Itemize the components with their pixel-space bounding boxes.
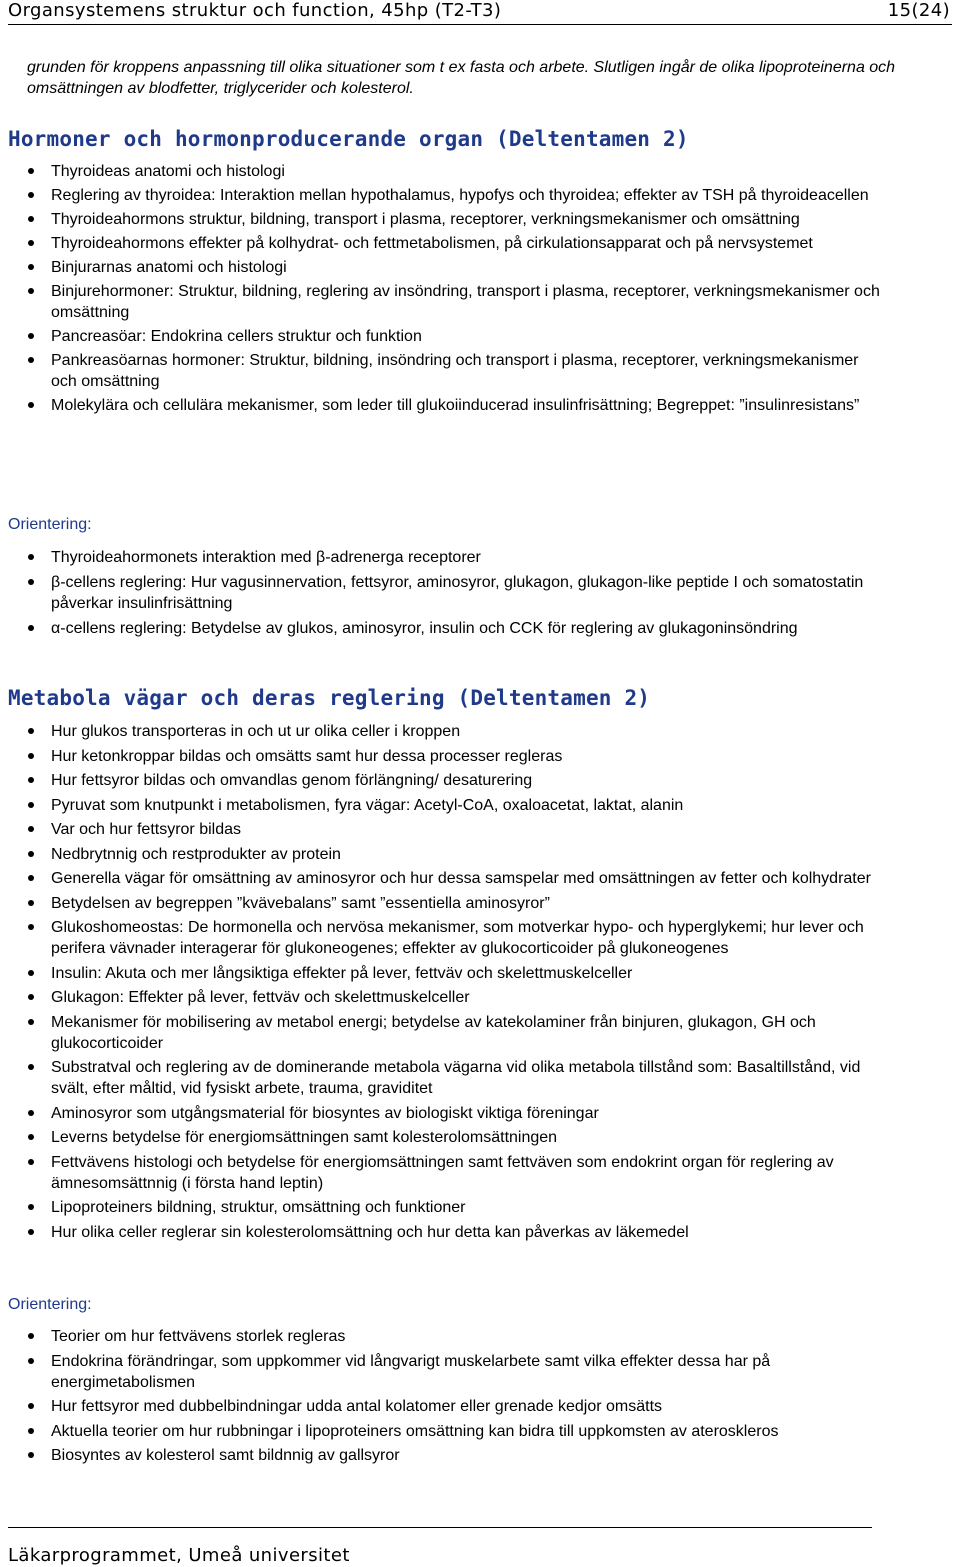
list-item: Molekylära och cellulära mekanismer, som leder till glukoiinducerad insulinfrisättning; Begreppet: ”insulinresistans” — [0, 395, 880, 416]
hormones-topic-list — [0, 161, 880, 416]
orientation-heading-metabolism: Orientering: — [8, 1296, 92, 1313]
list-item: Reglering av thyroidea: Interaktion mellan hypothalamus, hypofys och thyroidea; effekter av TSH på thyroideacellen — [0, 185, 880, 206]
page-number: 15(24) — [887, 0, 950, 21]
list-item: β-cellens reglering: Hur vagusinnervation, fettsyror, aminosyror, glukagon, glukagon-like peptide I och somatostatin påverkar insulinfrisättning — [0, 572, 880, 614]
intro-paragraph: grunden för kroppens anpassning till olika situationer som t ex fasta och arbete. Slutligen ingår de olika lipoproteinerna och omsättningen av blodfetter, triglycerider och kolesterol. — [27, 59, 896, 97]
list-item: Leverns betydelse för energiomsättningen samt kolesterolomsättningen — [0, 1127, 880, 1148]
metabolism-orientation-list — [0, 1326, 880, 1466]
list-item: Insulin: Akuta och mer långsiktiga effekter på lever, fettväv och skelettmuskelceller — [0, 963, 880, 984]
list-item: Betydelsen av begreppen ”kvävebalans” samt ”essentiella aminosyror” — [0, 893, 880, 914]
section-heading-metabolism: Metabola vägar och deras reglering (Deltentamen 2) — [8, 686, 651, 710]
list-item: α-cellens reglering: Betydelse av glukos, aminosyror, insulin och CCK för reglering av glukagoninsöndring — [0, 618, 880, 639]
list-item: Binjurehormoner: Struktur, bildning, reglering av insöndring, transport i plasma, receptorer, verkningsmekanismer och omsättning — [0, 281, 880, 323]
footer-divider — [8, 1527, 872, 1528]
hormones-orientation-list — [0, 547, 880, 639]
metabolism-topic-list — [0, 721, 880, 1243]
list-item: Lipoproteiners bildning, struktur, omsättning och funktioner — [0, 1197, 880, 1218]
list-item: Glukagon: Effekter på lever, fettväv och skelettmuskelceller — [0, 987, 880, 1008]
list-item: Aminosyror som utgångsmaterial för biosyntes av biologiskt viktiga föreningar — [0, 1103, 880, 1124]
list-item: Generella vägar för omsättning av aminosyror och hur dessa samspelar med omsättningen av fetter och kolhydrater — [0, 868, 880, 889]
list-item: Pankreasöarnas hormoner: Struktur, bildning, insöndring och transport i plasma, receptorer, verkningsmekanismer och omsättning — [0, 350, 880, 392]
document-title: Organsystemens struktur och function, 45hp (T2-T3) — [8, 0, 502, 21]
list-item: Glukoshomeostas: De hormonella och nervösa mekanismer, som motverkar hypo- och hyperglykemi; hur lever och perifera vävnader interagerar för glukoneogenes; effekter av glukocorticoider på glukoneogenes — [0, 917, 880, 959]
list-item: Mekanismer för mobilisering av metabol energi; betydelse av katekolaminer från binjuren, glukagon, GH och glukocorticoider — [0, 1012, 880, 1054]
list-item: Nedbrytnnig och restprodukter av protein — [0, 844, 880, 865]
list-item: Endokrina förändringar, som uppkommer vid långvarigt muskelarbete samt vilka effekter dessa har på energimetabolismen — [0, 1351, 880, 1393]
list-item: Pyruvat som knutpunkt i metabolismen, fyra vägar: Acetyl-CoA, oxaloacetat, laktat, alanin — [0, 795, 880, 816]
list-item: Var och hur fettsyror bildas — [0, 819, 880, 840]
list-item: Aktuella teorier om hur rubbningar i lipoproteiners omsättning kan bidra till uppkomsten av ateroskleros — [0, 1421, 880, 1442]
list-item: Thyroideas anatomi och histologi — [0, 161, 880, 182]
list-item: Substratval och reglering av de dominerande metabola vägarna vid olika metabola tillstånd som: Basaltillstånd, vid svält, efter måltid, vid fysiskt arbete, trauma, graviditet — [0, 1057, 880, 1099]
section-heading-hormones: Hormoner och hormonproducerande organ (Deltentamen 2) — [8, 127, 689, 151]
list-item: Hur ketonkroppar bildas och omsätts samt hur dessa processer regleras — [0, 746, 880, 767]
list-item: Hur glukos transporteras in och ut ur olika celler i kroppen — [0, 721, 880, 742]
list-item: Thyroideahormons struktur, bildning, transport i plasma, receptorer, verkningsmekanismer och omsättning — [0, 209, 880, 230]
list-item: Hur fettsyror med dubbelbindningar udda antal kolatomer eller grenade kedjor omsätts — [0, 1396, 880, 1417]
list-item: Hur fettsyror bildas och omvandlas genom förlängning/ desaturering — [0, 770, 880, 791]
list-item: Pancreasöar: Endokrina cellers struktur och funktion — [0, 326, 880, 347]
list-item: Biosyntes av kolesterol samt bildnnig av gallsyror — [0, 1445, 880, 1466]
list-item: Hur olika celler reglerar sin kolesterolomsättning och hur detta kan påverkas av läkemedel — [0, 1222, 880, 1243]
page-header — [8, 0, 952, 25]
list-item: Thyroideahormonets interaktion med β-adrenerga receptorer — [0, 547, 880, 568]
list-item: Binjurarnas anatomi och histologi — [0, 257, 880, 278]
orientation-heading-hormones: Orientering: — [8, 516, 92, 533]
list-item: Fettvävens histologi och betydelse för energiomsättningen samt fettväven som endokrint organ för reglering av ämnesomsättnnig (i första hand leptin) — [0, 1152, 880, 1194]
list-item: Thyroideahormons effekter på kolhydrat- och fettmetabolismen, på cirkulationsapparat och på nervsystemet — [0, 233, 880, 254]
page-footer: Läkarprogrammet, Umeå universitet — [8, 1545, 350, 1566]
list-item: Teorier om hur fettvävens storlek regleras — [0, 1326, 880, 1347]
